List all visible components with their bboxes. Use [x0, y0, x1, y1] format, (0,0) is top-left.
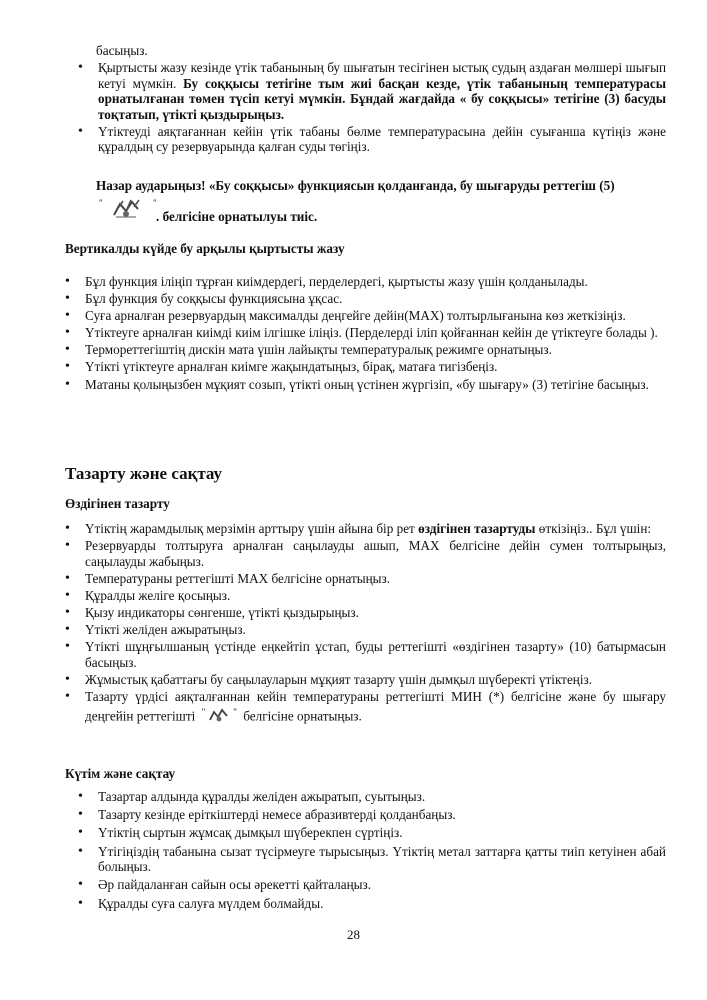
steam-burst-icon — [208, 707, 230, 727]
page-number: 28 — [347, 927, 360, 942]
quote-mark: " — [153, 198, 157, 208]
list-item: • Үтіктеуге арналған киімді киім ілгішке іліңіз. (Перделерді іліп қойғаннан кейін де үтіктеуге болады ). — [65, 325, 666, 341]
list-item — [78, 124, 666, 155]
list-item: • Үтіктің сыртын жұмсақ дымқыл шүберекпен сүртіңіз. — [78, 825, 666, 841]
care-bullet-list — [78, 789, 666, 914]
bullet-bold-text: Бу соққысы тетігіне тым жиі басқан кезде, үтік табанының температурасы орнатылғанан төмен түсіп кетуі мүмкін. Бұндай жағдайда « бу соққысы» тетігіне (3) басуды тоқтатып, үтікті қыздырыңыз. — [98, 75, 667, 122]
list-item: • Резервуарды толтыруға арналған саңылауды ашып, MAX белгісіне дейін сумен толтырыңыз, саңылауды жабыңыз. — [65, 538, 666, 569]
list-item: • Үтікті үтіктеуге арналған киімге жақындатыңыз, бірақ, матаға тигізбеңіз. — [65, 359, 666, 375]
list-item: • Температураны реттегішті MAX белгісіне орнатыңыз. — [65, 571, 666, 587]
list-item — [78, 60, 666, 122]
list-item: • Үтікті желіден ажыратыңыз. — [65, 622, 666, 638]
bullet-text: Үтіктеуді аяқтағаннан кейін үтік табаны бөлме температурасына дейін суығанша күтіңіз және құралдың су резервуарында қалған суды төгіңіз. — [98, 123, 666, 155]
intro-text-end: өткізіңіз.. Бұл үшін: — [535, 521, 652, 536]
list-item: • Әр пайдаланған сайын осы әрекетті қайталаңыз. — [78, 877, 666, 893]
warning-line-1: Назар аударыңыз! «Бу соққысы» функциясын қолданғанда, бу шығаруды реттегіш (5) — [96, 178, 615, 193]
self-clean-bullet-list — [65, 521, 666, 728]
continuation-text: басыңыз. — [96, 43, 148, 58]
section-heading: Күтім және сақтау — [65, 766, 176, 781]
list-item — [65, 689, 666, 727]
list-item — [65, 521, 666, 537]
intro-bold-text: өздігінен тазартуды — [418, 521, 536, 536]
page-title: Тазарту және сақтау — [65, 464, 223, 483]
top-bullet-list — [78, 60, 666, 157]
list-item: • Жұмыстық қабаттағы бу саңылауларын мұқият тазарту үшін дымқыл шүберекті үтіктеңіз. — [65, 672, 666, 688]
bullet-text-end: белгісіне орнатыңыз. — [243, 707, 362, 723]
warning-line-2: . белгісіне орнатылуы тиіс. — [156, 209, 318, 224]
list-item: • Тазартар алдында құралды желіден ажыратып, суытыңыз. — [78, 789, 666, 805]
list-item: • Үтікті шұңғылшаның үстінде еңкейтіп ұстап, буды реттегішті «өздігінен тазарту» (10) батырмасын басыңыз. — [65, 639, 666, 670]
quote-mark: " — [99, 198, 103, 208]
list-item: • Бұл функция іліңіп тұрған киімдердегі, перделердегі, қыртысты жазу үшін қолданылады. — [65, 274, 666, 290]
bullet-text: Тазарту үрдісі аяқталғаннан кейін температураны реттегішті МИН (*) белгісіне және бу шығару деңгейін реттегішті — [85, 688, 666, 723]
list-item: • Бұл функция бу соққысы функциясына ұқсас. — [65, 291, 666, 307]
list-item: • Үтігіңіздің табанына сызат түсірмеуге тырысыңыз. Үтіктің метал заттарға қатты тиіп кетуінен абай болыңыз. — [78, 844, 666, 875]
vertical-bullet-list — [65, 274, 666, 394]
list-item: • Тазарту кезінде еріткіштерді немесе абразивтерді қолданбаңыз. — [78, 807, 666, 823]
quote-mark: " — [201, 706, 206, 717]
steam-burst-icon — [110, 197, 144, 223]
section-heading: Өздігінен тазарту — [65, 496, 170, 511]
section-heading: Вертикалды күйде бу арқылы қыртысты жазу — [65, 241, 345, 256]
list-item: • Қызу индикаторы сөнгенше, үтікті қыздырыңыз. — [65, 605, 666, 621]
bullet-text: Қыртысты жазу кезінде үтік табанының бу шығатын тесігінен ыстық судың аздаған мөлшері шығып кетуі мүмкін. — [98, 60, 666, 91]
warning-line-2-row — [96, 195, 666, 225]
list-item: • Матаны қолыңызбен мұқият созып, үтікті оның үстінен жүргізіп, «бу шығару» (3) тетігіне басыңыз. — [65, 377, 666, 393]
list-item: • Құралды суға салуға мүлдем болмайды. — [78, 896, 666, 912]
quote-mark: " — [233, 706, 237, 717]
intro-text: Үтіктің жарамдылық мерзімін арттыру үшін айына бір рет — [85, 521, 419, 536]
list-item: • Термореттегіштің дискін мата үшін лайықты температуралық режимге орнатыңыз. — [65, 342, 666, 358]
list-item: • Суға арналған резервуардың максималды деңгейге дейін(MAX) толтырлығанына көз жеткізіңіз. — [65, 308, 666, 324]
list-item: • Құралды желіге қосыңыз. — [65, 588, 666, 604]
